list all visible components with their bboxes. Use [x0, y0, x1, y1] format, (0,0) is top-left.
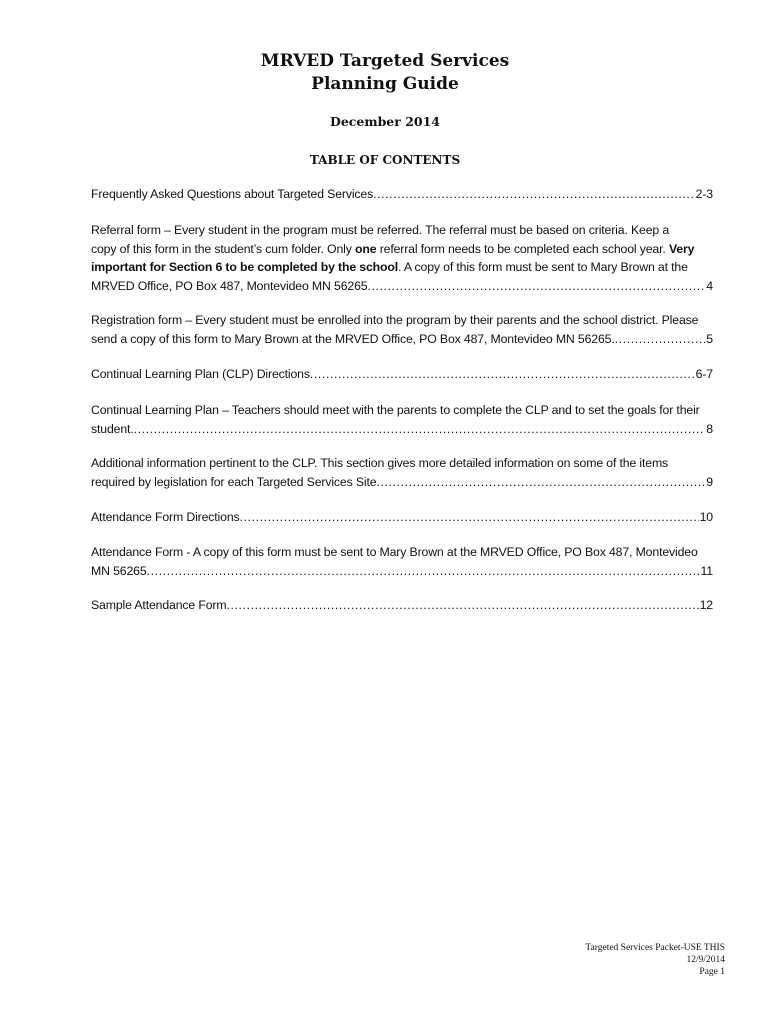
toc-entry-additional-info — [91, 454, 713, 491]
bold-text: Very — [668, 241, 695, 256]
footer-date: 12/9/2014 — [686, 955, 725, 965]
footer-page-number: Page 1 — [699, 967, 725, 977]
text-run: copy of this form in the student’s cum folder. Only — [91, 241, 355, 256]
toc-entry-text: Frequently Asked Questions about Targeted Services — [91, 187, 374, 201]
toc-line — [91, 185, 713, 204]
dot-leader — [226, 596, 698, 615]
toc-line — [91, 365, 713, 384]
toc-entry-text: required by legislation for each Targeted Services Site — [91, 474, 377, 489]
toc-page-number: 9 — [706, 474, 713, 489]
toc-entry-text: Sample Attendance Form — [91, 598, 227, 612]
document-title-line2: Planning Guide — [311, 74, 459, 94]
toc-heading: TABLE OF CONTENTS — [309, 153, 461, 167]
toc-page-number: 5 — [706, 331, 713, 346]
toc-page-number: 4 — [706, 278, 713, 293]
footer-packet-label: Targeted Services Packet-USE THIS — [585, 943, 725, 953]
toc-page-number: 2-3 — [695, 187, 713, 201]
toc-entry-referral — [91, 221, 713, 295]
bold-text: one — [355, 241, 377, 256]
page-footer — [585, 942, 725, 978]
dot-leader — [376, 473, 705, 492]
toc-line — [91, 277, 713, 296]
toc-entry-clp-directions — [91, 365, 713, 384]
toc-page-number: 11 — [700, 563, 713, 578]
bold-text: important for Section 6 to be completed by the school — [91, 260, 399, 274]
dot-leader — [147, 562, 700, 581]
toc-entry-sample-attendance — [91, 596, 713, 615]
toc-entry-text — [91, 240, 713, 259]
toc-entry-faq — [91, 185, 713, 204]
toc-entry-text: Additional information pertinent to the CLP. This section gives more detailed information on some of the items — [91, 456, 669, 470]
dot-leader — [134, 420, 706, 439]
dot-leader — [615, 330, 706, 349]
text-run: . A copy of this form must be sent to Mary Brown at the — [398, 260, 688, 274]
toc-entry-clp — [91, 401, 713, 438]
toc-entry-attendance-directions — [91, 508, 713, 527]
toc-line — [91, 508, 713, 527]
toc-line — [91, 420, 713, 439]
dot-leader — [373, 185, 695, 204]
toc-entry-text — [91, 258, 713, 277]
toc-entry-text: Referral form – Every student in the program must be referred. The referral must be based on criteria. Keep a — [91, 223, 670, 237]
toc-entry-text: Attendance Form Directions — [91, 510, 240, 524]
toc-entry-text: Attendance Form - A copy of this form must be sent to Mary Brown at the MRVED Office, PO Box 487, Montevideo — [91, 545, 698, 559]
toc-entry-text: Continual Learning Plan – Teachers should meet with the parents to complete the CLP and to set the goals for their — [91, 403, 700, 417]
toc-line — [91, 562, 713, 581]
document-title-line1: MRVED Targeted Services — [260, 51, 510, 71]
toc-entry-attendance-form — [91, 543, 713, 580]
dot-leader — [367, 277, 705, 296]
toc-page-number: 10 — [699, 510, 713, 524]
toc-line — [91, 330, 713, 349]
toc-page-number: 12 — [699, 598, 713, 612]
toc-entry-registration — [91, 311, 713, 348]
toc-page-number: 6-7 — [695, 367, 713, 381]
toc-page-number: 8 — [706, 421, 713, 436]
document-date: December 2014 — [329, 114, 440, 129]
dot-leader — [310, 365, 695, 384]
toc-entry-text: MN 56265 — [91, 563, 147, 578]
toc-entry-text: send a copy of this form to Mary Brown at the MRVED Office, PO Box 487, Montevideo MN 56265. — [91, 331, 615, 346]
toc-entry-text: Registration form – Every student must be enrolled into the program by their parents and the school district. Please — [91, 313, 699, 327]
toc-entry-text: student. — [91, 421, 134, 436]
toc-entry-text: MRVED Office, PO Box 487, Montevideo MN 56265 — [91, 278, 368, 293]
dot-leader — [240, 508, 699, 527]
toc-entry-text: Continual Learning Plan (CLP) Directions — [91, 367, 310, 381]
toc-line — [91, 596, 713, 615]
toc-line — [91, 473, 713, 492]
text-run: referral form needs to be completed each school year. — [376, 241, 669, 256]
